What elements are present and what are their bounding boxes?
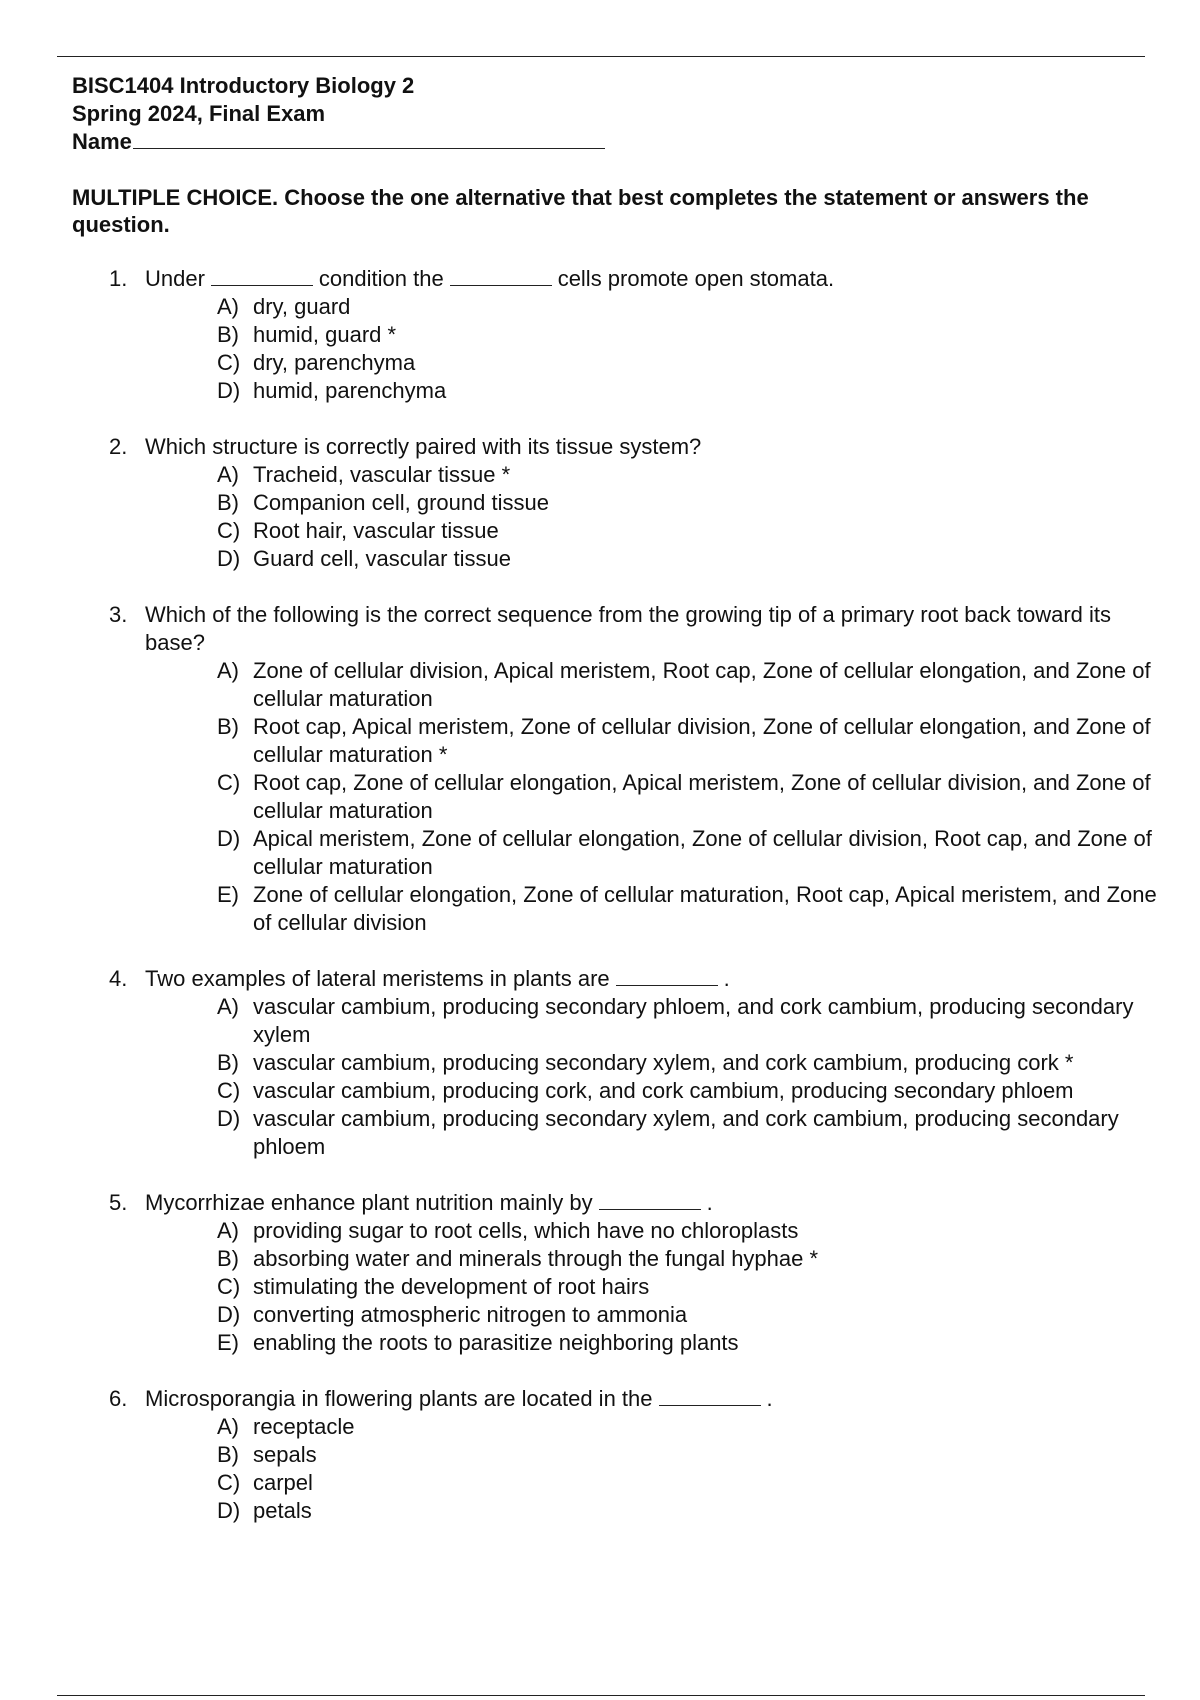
question-1 xyxy=(0,265,1200,405)
option-b xyxy=(0,1245,1200,1273)
answer-blank xyxy=(616,965,718,986)
option-d xyxy=(0,545,1200,573)
question-stem xyxy=(0,965,1200,993)
answer-blank xyxy=(450,265,552,286)
question-stem xyxy=(0,433,1200,461)
option-text: Guard cell, vascular tissue xyxy=(253,546,511,571)
option-c xyxy=(0,349,1200,377)
question-5 xyxy=(0,1189,1200,1357)
name-blank-line xyxy=(133,128,605,149)
option-text: enabling the roots to parasitize neighboring plants xyxy=(253,1330,739,1355)
option-a xyxy=(0,293,1200,321)
option-letter: A) xyxy=(217,294,239,319)
option-text: Zone of cellular division, Apical meristem, Root cap, Zone of cellular elongation, and Zone of cellular maturation xyxy=(253,658,1151,711)
question-list xyxy=(0,265,1200,1553)
option-letter: C) xyxy=(217,350,241,375)
option-a xyxy=(0,993,1200,1049)
option-text: carpel xyxy=(253,1470,313,1495)
option-list xyxy=(0,1413,1200,1525)
option-d xyxy=(0,825,1200,881)
option-letter: E) xyxy=(217,1330,239,1355)
instructions: MULTIPLE CHOICE. Choose the one alternative that best completes the statement or answers the question. xyxy=(72,185,1089,237)
question-stem xyxy=(0,1385,1200,1413)
option-e xyxy=(0,1329,1200,1357)
option-letter: C) xyxy=(217,1470,241,1495)
option-letter: D) xyxy=(217,1106,241,1131)
option-d xyxy=(0,377,1200,405)
option-text: petals xyxy=(253,1498,312,1523)
option-letter: D) xyxy=(217,1302,241,1327)
question-number: 3. xyxy=(109,602,128,627)
name-row xyxy=(72,128,605,156)
question-number: 6. xyxy=(109,1386,128,1411)
option-letter: C) xyxy=(217,770,241,795)
question-number: 1. xyxy=(109,266,128,291)
option-text: vascular cambium, producing secondary xylem, and cork cambium, producing cork * xyxy=(253,1050,1074,1075)
option-b xyxy=(0,713,1200,769)
option-text: dry, parenchyma xyxy=(253,350,416,375)
option-text: dry, guard xyxy=(253,294,351,319)
option-letter: C) xyxy=(217,518,241,543)
option-text: humid, guard * xyxy=(253,322,397,347)
option-text: vascular cambium, producing secondary phloem, and cork cambium, producing secondary xylem xyxy=(253,994,1134,1047)
option-c xyxy=(0,769,1200,825)
option-list xyxy=(0,293,1200,405)
option-text: sepals xyxy=(253,1442,317,1467)
question-number: 5. xyxy=(109,1190,128,1215)
course-title: BISC1404 Introductory Biology 2 xyxy=(72,73,415,98)
option-d xyxy=(0,1497,1200,1525)
option-text: Zone of cellular elongation, Zone of cellular maturation, Root cap, Apical meristem, and Zone of cellular division xyxy=(253,882,1157,935)
option-letter: C) xyxy=(217,1274,241,1299)
question-number: 2. xyxy=(109,434,128,459)
option-list xyxy=(0,1217,1200,1357)
top-rule xyxy=(57,56,1145,57)
answer-blank xyxy=(211,265,313,286)
option-letter: B) xyxy=(217,1050,239,1075)
option-letter: E) xyxy=(217,882,239,907)
question-stem xyxy=(0,265,1200,293)
option-b xyxy=(0,1049,1200,1077)
option-text: Apical meristem, Zone of cellular elongation, Zone of cellular division, Root cap, and Zone of cellular maturation xyxy=(253,826,1152,879)
option-d xyxy=(0,1301,1200,1329)
option-text: converting atmospheric nitrogen to ammonia xyxy=(253,1302,688,1327)
stem-text: Two examples of lateral meristems in plants are xyxy=(145,966,610,991)
option-a xyxy=(0,1413,1200,1441)
option-text: Root cap, Zone of cellular elongation, Apical meristem, Zone of cellular division, and Zone of cellular maturation xyxy=(253,770,1151,823)
option-b xyxy=(0,489,1200,517)
option-a xyxy=(0,1217,1200,1245)
option-list xyxy=(0,657,1200,937)
question-number: 4. xyxy=(109,966,128,991)
option-letter: B) xyxy=(217,714,239,739)
answer-blank xyxy=(599,1189,701,1210)
option-letter: A) xyxy=(217,994,239,1019)
option-letter: A) xyxy=(217,1414,239,1439)
option-list xyxy=(0,993,1200,1161)
option-text: Tracheid, vascular tissue * xyxy=(253,462,511,487)
option-b xyxy=(0,1441,1200,1469)
option-letter: B) xyxy=(217,1442,239,1467)
option-b xyxy=(0,321,1200,349)
option-d xyxy=(0,1105,1200,1161)
option-a xyxy=(0,461,1200,489)
stem-text: Under xyxy=(145,266,205,291)
option-letter: D) xyxy=(217,546,241,571)
option-letter: D) xyxy=(217,826,241,851)
option-letter: C) xyxy=(217,1078,241,1103)
option-text: Companion cell, ground tissue xyxy=(253,490,549,515)
answer-blank xyxy=(659,1385,761,1406)
option-letter: B) xyxy=(217,490,239,515)
question-stem xyxy=(0,601,1200,657)
option-list xyxy=(0,461,1200,573)
stem-text: Microsporangia in flowering plants are located in the xyxy=(145,1386,653,1411)
option-letter: B) xyxy=(217,322,239,347)
exam-term: Spring 2024, Final Exam xyxy=(72,101,326,126)
option-text: vascular cambium, producing secondary xylem, and cork cambium, producing secondary phloem xyxy=(253,1106,1119,1159)
question-4 xyxy=(0,965,1200,1161)
question-6 xyxy=(0,1385,1200,1525)
stem-text: condition the xyxy=(318,266,444,291)
option-a xyxy=(0,657,1200,713)
option-c xyxy=(0,1469,1200,1497)
stem-text: cells promote open stomata. xyxy=(557,266,835,291)
option-letter: D) xyxy=(217,378,241,403)
option-text: Root cap, Apical meristem, Zone of cellular division, Zone of cellular elongation, and Zone of cellular maturation * xyxy=(253,714,1151,767)
option-text: receptacle xyxy=(253,1414,355,1439)
option-text: providing sugar to root cells, which have no chloroplasts xyxy=(253,1218,799,1243)
option-c xyxy=(0,1077,1200,1105)
name-label: Name xyxy=(72,129,132,154)
option-letter: A) xyxy=(217,658,239,683)
option-letter: B) xyxy=(217,1246,239,1271)
stem-text: . xyxy=(766,1386,773,1411)
option-letter: A) xyxy=(217,462,239,487)
option-letter: A) xyxy=(217,1218,239,1243)
stem-text: . xyxy=(723,966,730,991)
option-e xyxy=(0,881,1200,937)
question-3 xyxy=(0,601,1200,937)
stem-text: Which structure is correctly paired with its tissue system? xyxy=(145,434,702,459)
question-2 xyxy=(0,433,1200,573)
option-c xyxy=(0,1273,1200,1301)
option-c xyxy=(0,517,1200,545)
option-letter: D) xyxy=(217,1498,241,1523)
option-text: humid, parenchyma xyxy=(253,378,447,403)
stem-text: Mycorrhizae enhance plant nutrition mainly by xyxy=(145,1190,593,1215)
exam-header xyxy=(72,72,605,156)
stem-text: . xyxy=(706,1190,713,1215)
question-stem xyxy=(0,1189,1200,1217)
option-text: absorbing water and minerals through the fungal hyphae * xyxy=(253,1246,819,1271)
option-text: stimulating the development of root hairs xyxy=(253,1274,650,1299)
stem-text: Which of the following is the correct sequence from the growing tip of a primary root back toward its base? xyxy=(145,602,1111,655)
bottom-rule xyxy=(57,1695,1145,1696)
option-text: vascular cambium, producing cork, and cork cambium, producing secondary phloem xyxy=(253,1078,1074,1103)
option-text: Root hair, vascular tissue xyxy=(253,518,499,543)
